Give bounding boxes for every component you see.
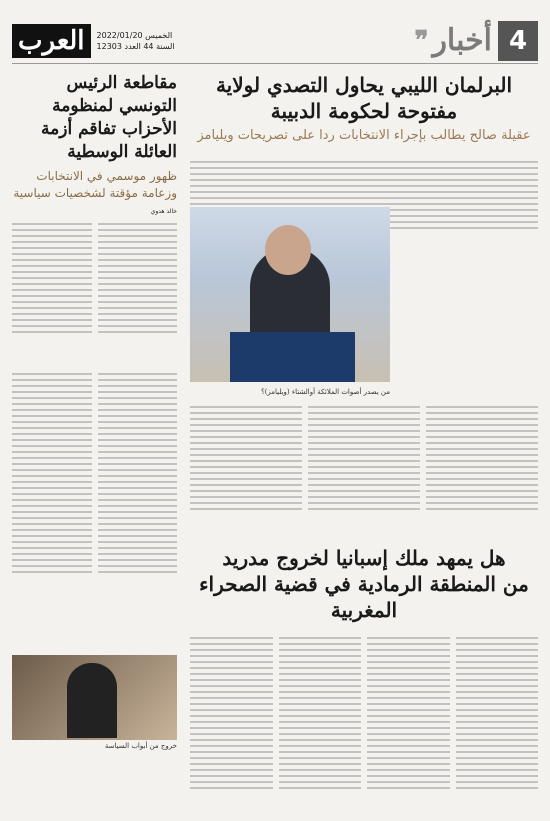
quote-icon: ❞ — [414, 25, 429, 56]
masthead — [12, 18, 538, 64]
section-title — [414, 23, 492, 58]
left-headline: مقاطعة الرئيس التونسي لمنظومة الأحزاب تفاقم أزمة العائلة الوسطية — [41, 73, 177, 162]
main-story — [190, 72, 538, 542]
bottom-headline-line2: من المنطقة الرمادية في قضية الصحراء المغربية — [199, 572, 529, 622]
main-photo — [190, 207, 390, 382]
bottom-body — [190, 633, 538, 821]
page-number: 4 — [498, 21, 538, 61]
issue-meta — [97, 30, 175, 52]
left-body — [12, 219, 177, 369]
main-deck: عقيلة صالح يطالب بإجراء الانتخابات ردا على تصريحات ويليامز — [197, 128, 531, 143]
left-body-2 — [12, 369, 177, 649]
date-line: الخميس 2022/01/20 — [96, 30, 173, 40]
section-label: أخبار — [432, 23, 492, 58]
main-headline-line2: مفتوحة لحكومة الدبيبة — [270, 99, 458, 123]
left-story — [12, 72, 177, 811]
paper-brand — [12, 24, 175, 58]
paper-logo: العرب — [12, 24, 91, 58]
left-author: خالد هدوي — [150, 208, 177, 215]
left-photo — [12, 655, 177, 740]
bottom-headline-line1: هل يمهد ملك إسبانيا لخروج مدريد — [222, 546, 506, 570]
left-deck: ظهور موسمي في الانتخابات وزعامة مؤقتة لشخصيات سياسية — [13, 169, 177, 200]
main-headline-line1: البرلمان الليبي يحاول التصدي لولاية — [215, 73, 513, 97]
issue-line: السنة 44 العدد 12303 — [96, 41, 175, 51]
bottom-headline — [190, 545, 538, 623]
main-headline — [190, 72, 538, 124]
bottom-story — [190, 545, 538, 811]
left-photo-caption: خروج من أبواب السياسة — [104, 742, 177, 750]
main-photo-caption: من يصدر أصوات الملائكة أوالشتاء (ويليامز)؟ — [260, 388, 390, 396]
main-body-bottom — [190, 402, 538, 542]
